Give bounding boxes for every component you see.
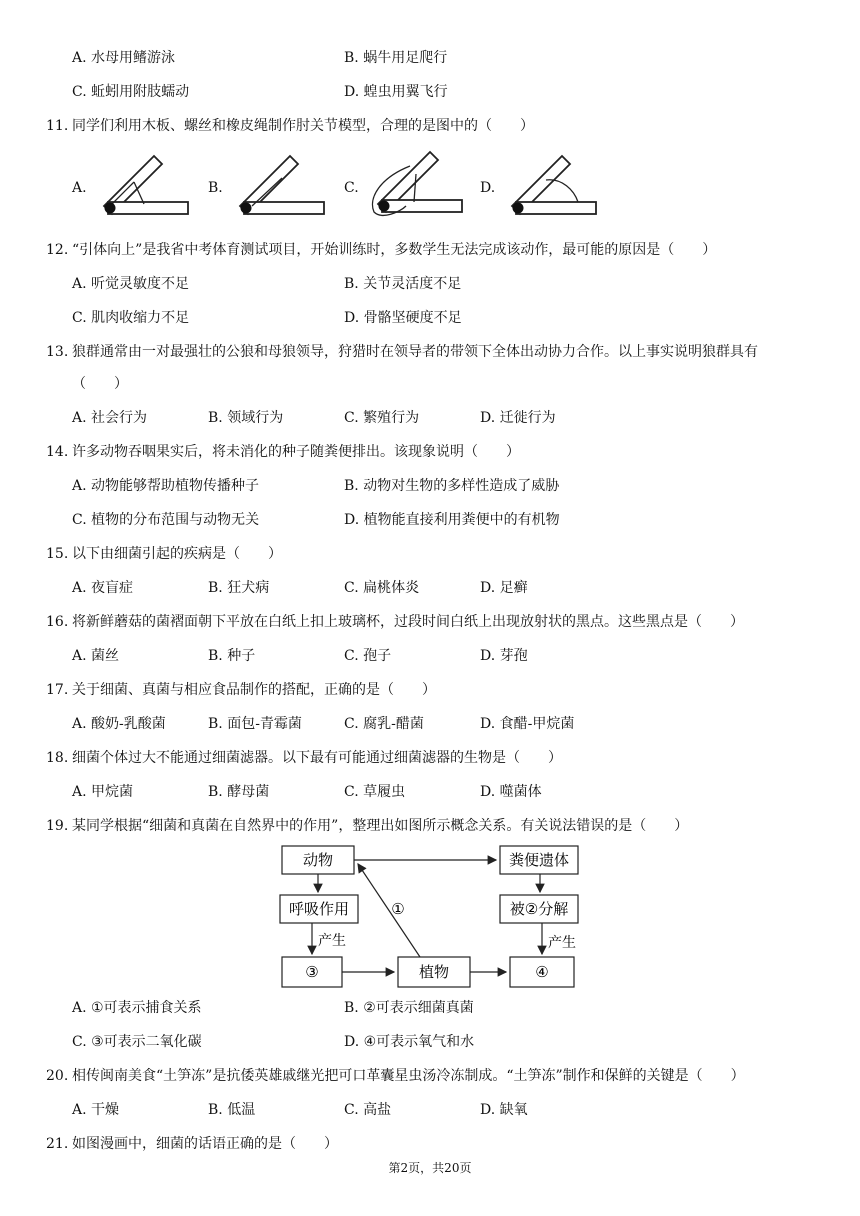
- q10-option-a: A. 水母用鳍游泳: [72, 50, 176, 66]
- page-footer: 第2页，共20页: [388, 1161, 472, 1175]
- q12-option-b: B. 关节灵活度不足: [344, 276, 462, 292]
- q16-option-d: D. 芽孢: [480, 648, 528, 664]
- question-number: 16.: [46, 614, 69, 630]
- question-19: [46, 816, 688, 836]
- q15-option-a: A. 夜盲症: [72, 580, 134, 596]
- q15-option-d: D. 足癣: [480, 580, 528, 596]
- produce-right-label: 产生: [548, 935, 576, 951]
- question-13: [46, 342, 758, 362]
- q13-option-a: A. 社会行为: [72, 410, 148, 426]
- q20-option-d: D. 缺氧: [480, 1102, 528, 1118]
- q15-option-b: B. 狂犬病: [208, 580, 270, 596]
- q12-option-a: A. 听觉灵敏度不足: [72, 276, 190, 292]
- q16-option-c: C. 孢子: [344, 648, 392, 664]
- q18-option-b: B. 酵母菌: [208, 784, 270, 800]
- four-label: ④: [535, 963, 549, 981]
- concept-map-diagram: [270, 842, 590, 992]
- respiration-label: 呼吸作用: [288, 900, 350, 918]
- q19-option-d: D. ④可表示氧气和水: [344, 1034, 475, 1050]
- q13-option-b: B. 领域行为: [208, 410, 284, 426]
- question-16: [46, 612, 744, 632]
- q19-option-c: C. ③可表示二氧化碳: [72, 1034, 202, 1050]
- q11-label-c: C.: [344, 180, 359, 196]
- q14-option-b: B. 动物对生物的多样性造成了威胁: [344, 478, 560, 494]
- q17-option-a: A. 酸奶-乳酸菌: [72, 716, 166, 732]
- question-number: 12.: [46, 242, 69, 258]
- question-number: 13.: [46, 344, 69, 360]
- q16-option-b: B. 种子: [208, 648, 256, 664]
- q10-option-d: D. 蝗虫用翼飞行: [344, 84, 448, 100]
- q17-option-d: D. 食醋-甲烷菌: [480, 716, 575, 732]
- q19-option-a: A. ①可表示捕食关系: [72, 1000, 202, 1016]
- elbow-model-a-figure: [96, 148, 192, 224]
- q20-option-b: B. 低温: [208, 1102, 256, 1118]
- one-label: ①: [391, 900, 405, 918]
- plant-label: 植物: [418, 963, 450, 981]
- q11-label-b: B.: [208, 180, 223, 196]
- q15-option-c: C. 扁桃体炎: [344, 580, 420, 596]
- question-14: [46, 442, 520, 462]
- q18-option-c: C. 草履虫: [344, 784, 406, 800]
- q20-option-a: A. 干燥: [72, 1102, 120, 1118]
- q19-option-b: B. ②可表示细菌真菌: [344, 1000, 474, 1016]
- q11-label-d: D.: [480, 180, 496, 196]
- question-number: 17.: [46, 682, 69, 698]
- question-stem: 狼群通常由一对最强壮的公狼和母狼领导，狩猎时在领导者的带领下全体出动协力合作。以上事实说明狼群具有: [72, 344, 758, 360]
- elbow-model-b-figure: [232, 148, 328, 224]
- question-stem: 相传闽南美食“土笋冻”是抗倭英雄戚继光把可口革囊星虫汤冷冻制成。“土笋冻”制作和保鲜的关键是（ ）: [72, 1068, 745, 1084]
- question-20: [46, 1066, 745, 1086]
- question-stem: 如图漫画中，细菌的话语正确的是（ ）: [72, 1136, 338, 1152]
- q14-option-d: D. 植物能直接利用粪便中的有机物: [344, 512, 560, 528]
- question-number: 15.: [46, 546, 69, 562]
- q20-option-c: C. 高盐: [344, 1102, 392, 1118]
- q18-option-d: D. 噬菌体: [480, 784, 542, 800]
- q11-label-a: A.: [72, 180, 87, 196]
- three-label: ③: [305, 963, 319, 981]
- question-21: [46, 1134, 338, 1154]
- elbow-model-c-figure: [366, 146, 466, 224]
- q10-option-b: B. 蜗牛用足爬行: [344, 50, 448, 66]
- q17-option-b: B. 面包-青霉菌: [208, 716, 302, 732]
- question-number: 20.: [46, 1068, 69, 1084]
- question-15: [46, 544, 282, 564]
- question-stem: 以下由细菌引起的疾病是（ ）: [72, 546, 282, 562]
- q12-option-d: D. 骨骼坚硬度不足: [344, 310, 462, 326]
- feces-label: 粪便遗体: [508, 851, 570, 869]
- q17-option-c: C. 腐乳-醋菌: [344, 716, 424, 732]
- question-stem: “引体向上”是我省中考体育测试项目，开始训练时，多数学生无法完成该动作，最可能的原因是（ ）: [72, 242, 717, 258]
- question-number: 11.: [46, 118, 69, 134]
- q13-option-c: C. 繁殖行为: [344, 410, 420, 426]
- elbow-model-d-figure: [504, 148, 600, 224]
- q16-option-a: A. 菌丝: [72, 648, 120, 664]
- question-stem: 同学们利用木板、螺丝和橡皮绳制作肘关节模型，合理的是图中的（ ）: [72, 118, 534, 134]
- decompose-label: 被②分解: [509, 900, 569, 918]
- question-number: 19.: [46, 818, 69, 834]
- q18-option-a: A. 甲烷菌: [72, 784, 134, 800]
- question-stem: 将新鲜蘑菇的菌褶面朝下平放在白纸上扣上玻璃杯，过段时间白纸上出现放射状的黑点。这些黑点是（ ）: [72, 614, 744, 630]
- q14-option-a: A. 动物能够帮助植物传播种子: [72, 478, 260, 494]
- question-12: [46, 240, 716, 260]
- produce-left-label: 产生: [318, 933, 346, 949]
- question-stem: 关于细菌、真菌与相应食品制作的搭配，正确的是（ ）: [72, 682, 436, 698]
- question-number: 21.: [46, 1136, 69, 1152]
- question-stem: 某同学根据“细菌和真菌在自然界中的作用”，整理出如图所示概念关系。有关说法错误的是（ ）: [72, 818, 689, 834]
- question-18: [46, 748, 562, 768]
- q10-option-c: C. 蚯蚓用附肢蠕动: [72, 84, 190, 100]
- q14-option-c: C. 植物的分布范围与动物无关: [72, 512, 260, 528]
- question-17: [46, 680, 436, 700]
- animal-label: 动物: [302, 851, 334, 869]
- question-stem: 许多动物吞咽果实后，将未消化的种子随粪便排出。该现象说明（ ）: [72, 444, 520, 460]
- q13-option-d: D. 迁徙行为: [480, 410, 556, 426]
- question-11: [46, 116, 534, 136]
- question-13-blank: （ ）: [72, 376, 128, 392]
- question-number: 18.: [46, 750, 69, 766]
- q12-option-c: C. 肌肉收缩力不足: [72, 310, 190, 326]
- question-stem: 细菌个体过大不能通过细菌滤器。以下最有可能通过细菌滤器的生物是（ ）: [72, 750, 562, 766]
- question-number: 14.: [46, 444, 69, 460]
